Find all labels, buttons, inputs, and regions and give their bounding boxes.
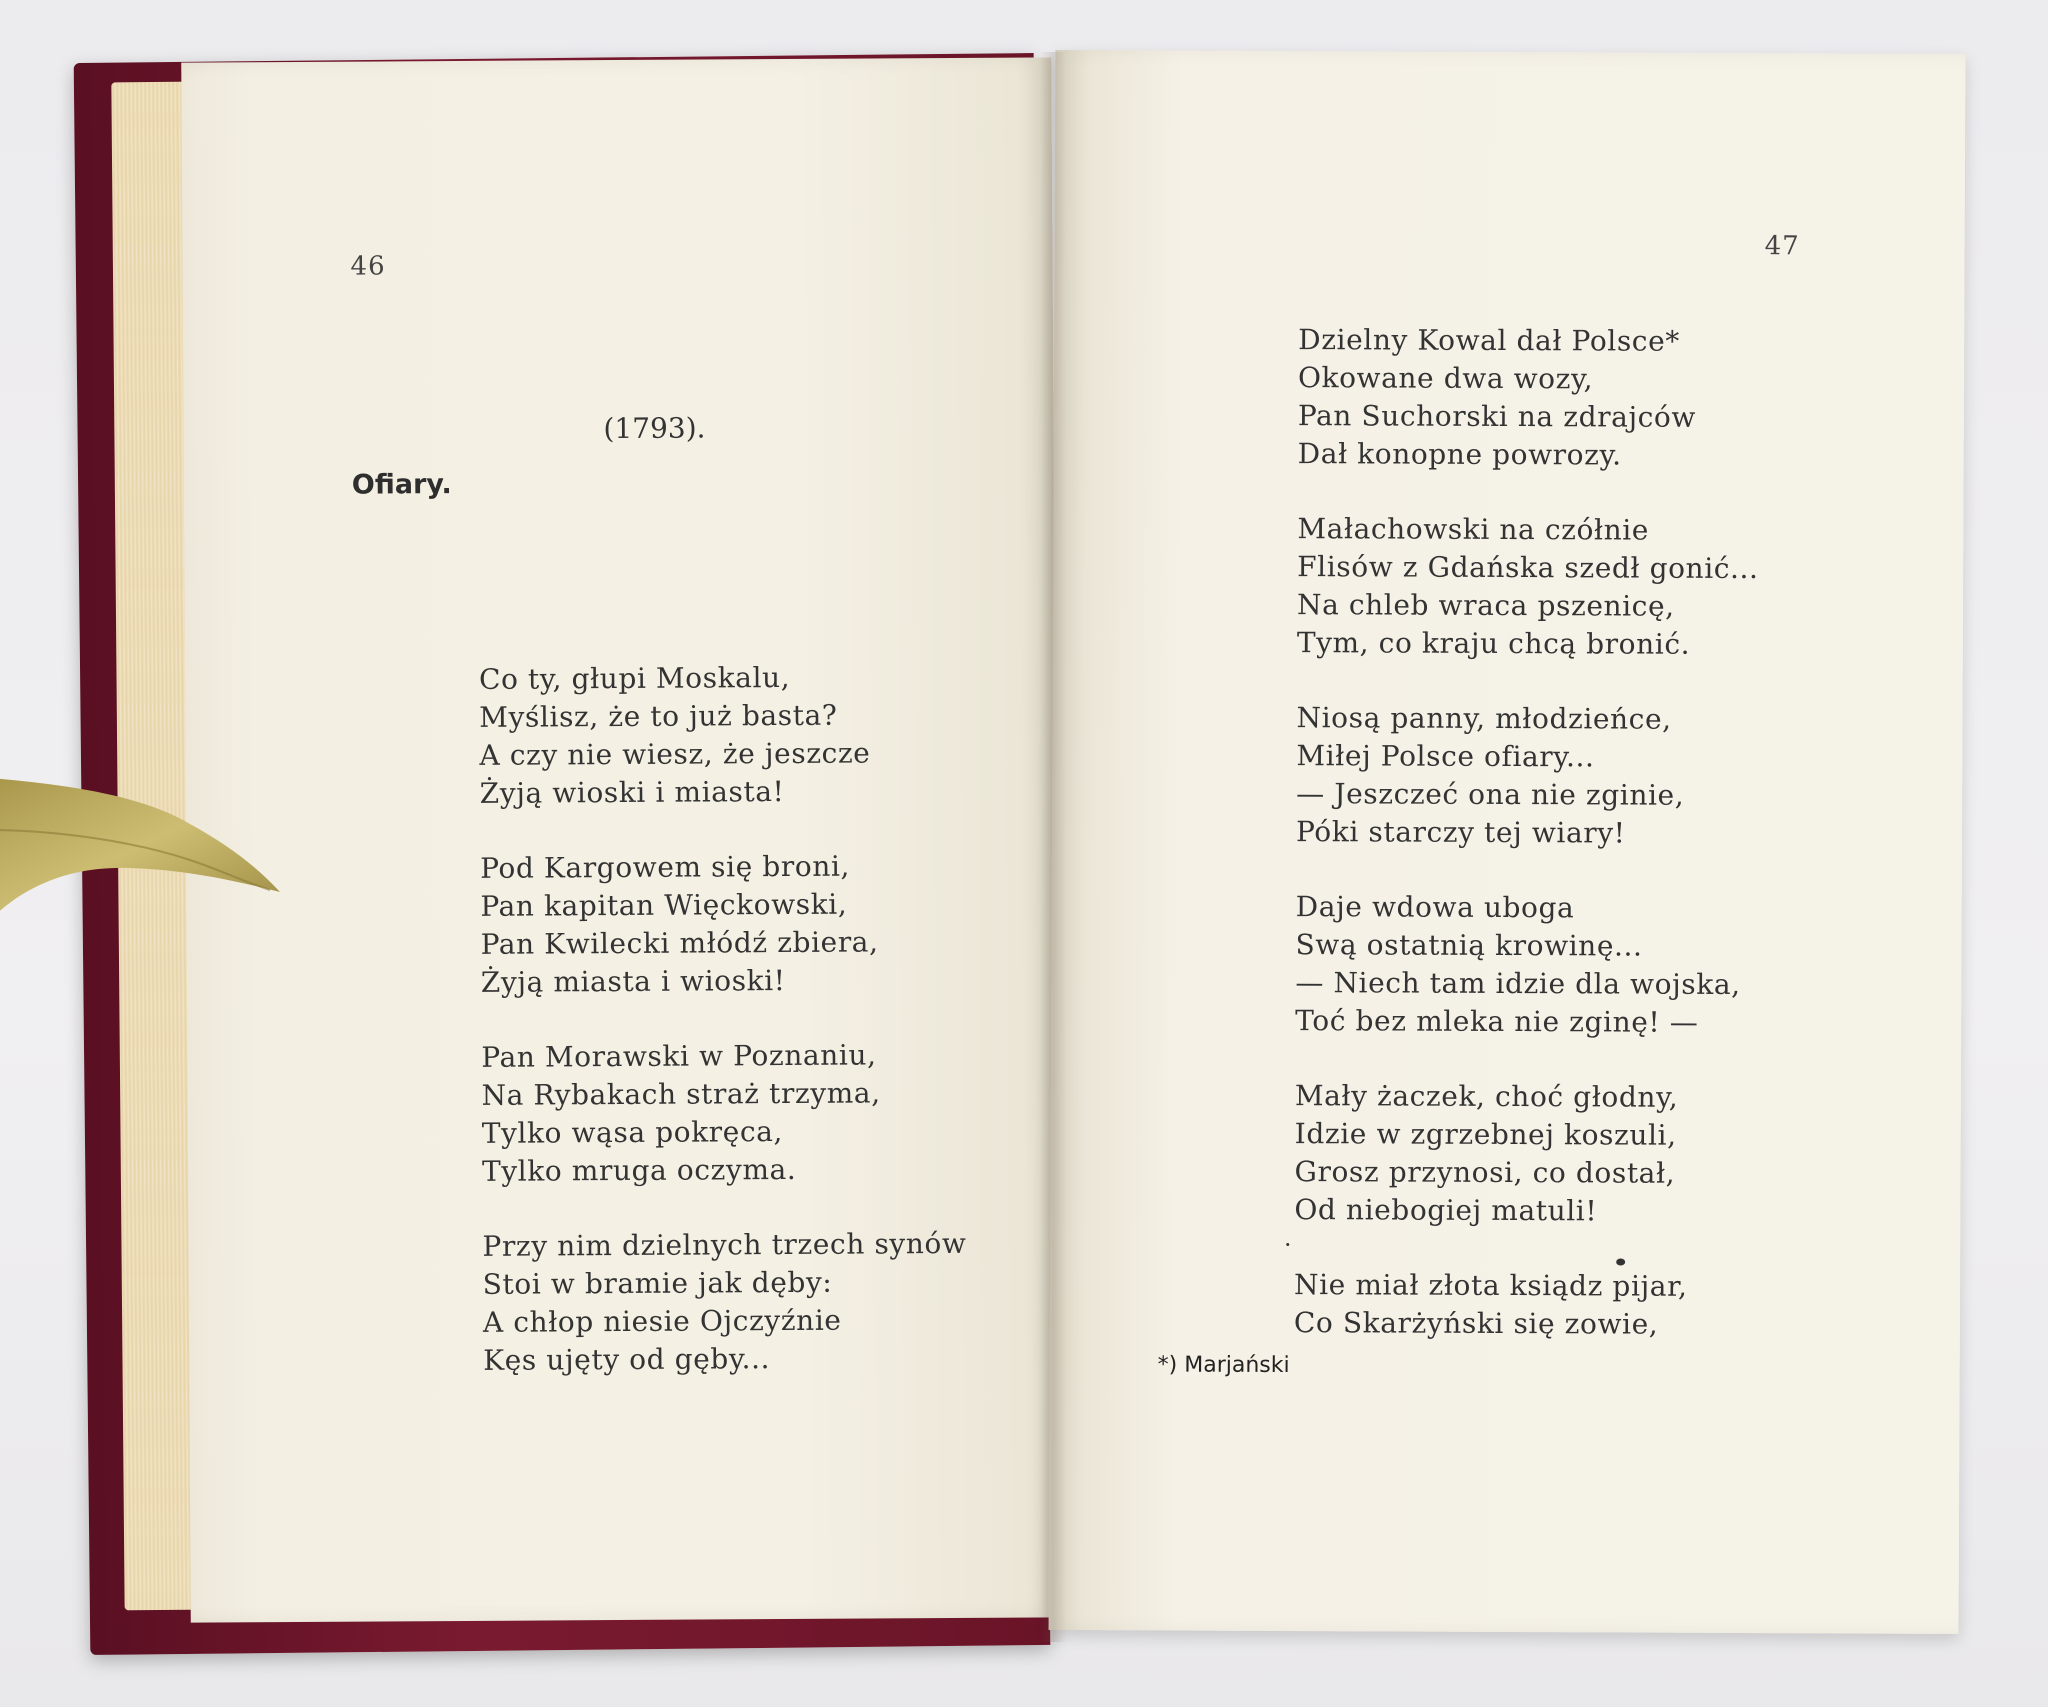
verse-line: Tylko mruga oczyma. (481, 1152, 797, 1188)
verse-line: Tylko wąsa pokręca, (481, 1115, 784, 1150)
stanza (480, 847, 965, 1002)
verse-line: Myślisz, że to już basta? (479, 698, 838, 734)
left-page (181, 57, 1061, 1622)
stanza (481, 1036, 966, 1191)
verse-line: Idzie w zgrzebnej koszuli, (1294, 1117, 1677, 1152)
verse-line: Żyją wioski i miasta! (479, 775, 785, 810)
verse-line: Toć bez mleka nie zginę! — (1295, 1004, 1699, 1039)
verse-line: Na chleb wraca pszenicę, (1296, 588, 1675, 623)
verse-line: Na Rybakach straż trzyma, (481, 1076, 881, 1112)
verse-line: Flisów z Gdańska szedł gonić... (1297, 550, 1759, 586)
verse-line: Co Skarżyński się zowie, (1293, 1306, 1659, 1341)
verse-line: Od niebogiej matuli! (1294, 1193, 1598, 1228)
verse-line: Co ty, głupi Moskalu, (478, 660, 791, 696)
verse-line: Tym, co kraju chcą bronić. (1296, 626, 1691, 661)
verse-line: A chłop niesie Ojczyźnie (482, 1303, 842, 1339)
ink-speck (1616, 1258, 1625, 1265)
verse-line: Pan Suchorski na zdrajców (1297, 399, 1697, 434)
left-verse (479, 658, 967, 1380)
verse-line: Żyją miasta i wioski! (480, 963, 786, 999)
stanza (1298, 321, 1760, 475)
stanza (1297, 510, 1759, 664)
stanza (1294, 1266, 1756, 1344)
verse-line: Grosz przynosi, co dostał, (1294, 1155, 1676, 1190)
book-gutter (1040, 52, 1066, 1642)
footnote: *) Marjański (1157, 1352, 1290, 1379)
verse-line: Pan Kwilecki młódź zbiera, (480, 925, 879, 961)
verse-line: Kęs ujęty od gęby... (483, 1342, 771, 1377)
right-verse (1294, 321, 1760, 1344)
verse-line: Mały żaczek, choć głodny, (1294, 1079, 1679, 1114)
verse-line: Dał konopne powrozy. (1297, 437, 1622, 472)
verse-line: Miłej Polsce ofiary... (1296, 739, 1595, 774)
verse-line: A czy nie wiesz, że jeszcze (479, 736, 871, 772)
verse-line: Dzielny Kowal dał Polsce* (1298, 323, 1680, 358)
verse-line: Daje wdowa uboga (1295, 890, 1575, 925)
stanza (482, 1225, 967, 1380)
stanza (1295, 888, 1757, 1042)
poem-title: Ofiary. (351, 469, 452, 501)
stanza (479, 658, 964, 813)
stanza (1294, 1077, 1756, 1231)
verse-line: Pod Kargowem się broni, (480, 849, 851, 885)
poem-year: (1793). (603, 411, 706, 446)
bookmark-leaf-icon (0, 770, 290, 940)
verse-line: Pan Morawski w Poznaniu, (481, 1038, 877, 1074)
stanza (1296, 699, 1758, 853)
verse-line: Stoi w bramie jak dęby: (482, 1265, 833, 1301)
verse-line: Póki starczy tej wiary! (1295, 815, 1626, 850)
verse-line: Nie miał złota ksiądz pijar, (1293, 1268, 1688, 1303)
ink-speck (1286, 1243, 1289, 1246)
verse-line: Niosą panny, młodzieńce, (1296, 701, 1672, 736)
page-number-left: 46 (350, 251, 386, 282)
verse-line: — Jeszczeć ona nie zginie, (1296, 777, 1685, 812)
page-number-right: 47 (1764, 231, 1800, 262)
verse-line: Okowane dwa wozy, (1297, 361, 1594, 396)
right-page (1049, 50, 1966, 1634)
verse-line: Pan kapitan Więckowski, (480, 887, 848, 923)
verse-line: Małachowski na czółnie (1297, 512, 1650, 547)
verse-line: Swą ostatnią krowinę... (1295, 928, 1643, 963)
verse-line: — Niech tam idzie dla wojska, (1295, 966, 1741, 1002)
verse-line: Przy nim dzielnych trzech synów (482, 1226, 967, 1263)
